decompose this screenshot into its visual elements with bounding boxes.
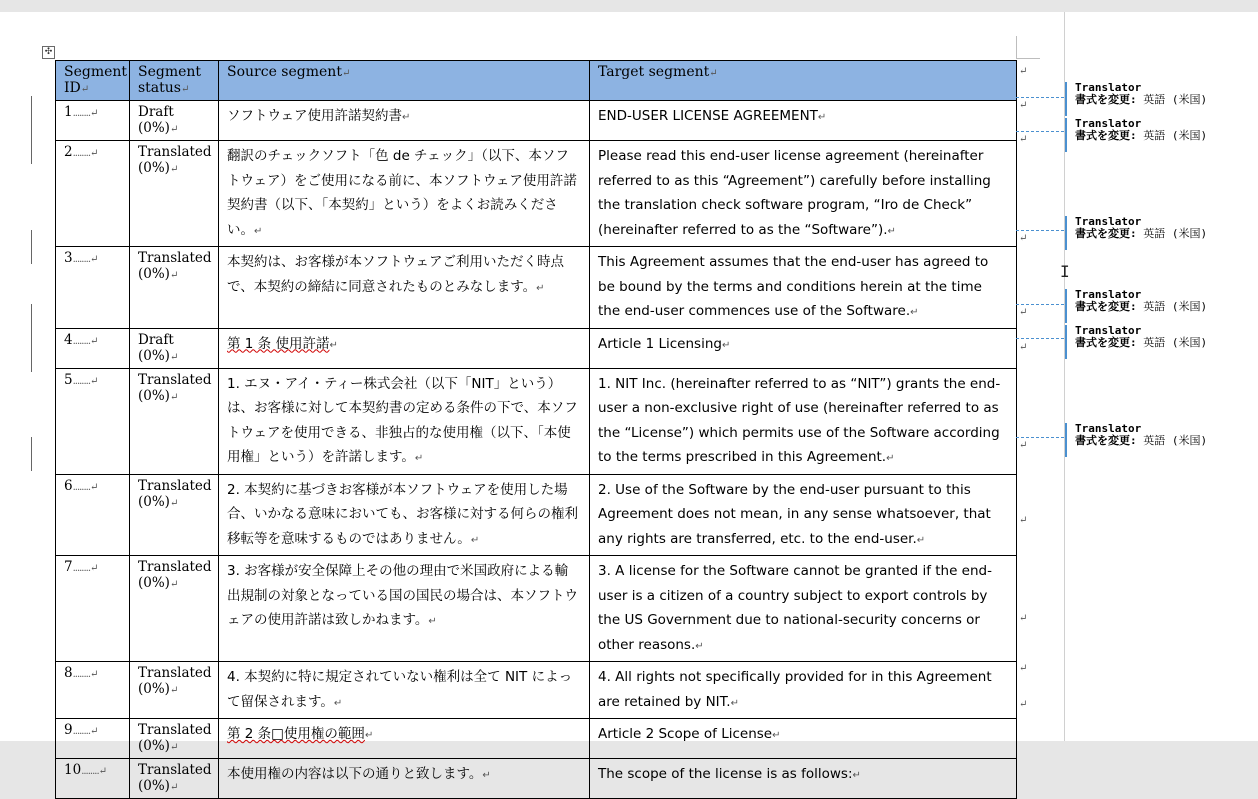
target-segment-cell[interactable]: END-USER LICENSE AGREEMENT↵: [590, 101, 1017, 141]
format-change-balloon[interactable]: Translator 書式を変更: 英語 (米国): [1065, 82, 1255, 116]
segment-status-cell[interactable]: Translated (0%)↵: [130, 474, 219, 556]
table-row: [56, 474, 1017, 556]
balloon-leader-line: [1016, 97, 1064, 98]
source-segment-cell[interactable]: 1. エヌ・アイ・ティー株式会社（以下「NIT」という）は、お客様に対して本契約書の定める条件の下で、本ソフトウェアを使用できる、非独占的な使用権（以下、「本使用権」という）を許諾します。↵: [219, 368, 590, 474]
source-segment-cell[interactable]: ソフトウェア使用許諾契約書↵: [219, 101, 590, 141]
format-change-balloon[interactable]: Translator 書式を変更: 英語 (米国): [1065, 325, 1255, 359]
segment-id-cell[interactable]: 3........↵: [56, 247, 130, 329]
target-segment-cell[interactable]: 2. Use of the Software by the end-user pursuant to this Agreement does not mean, in any sense whatsoever, that any rights are transferred, etc. to the end-user.↵: [590, 474, 1017, 556]
format-change-balloon[interactable]: Translator 書式を変更: 英語 (米国): [1065, 216, 1255, 250]
segment-id-cell[interactable]: 2........↵: [56, 141, 130, 247]
row-end-mark: ↵: [1019, 515, 1028, 526]
format-change-balloon[interactable]: Translator 書式を変更: 英語 (米国): [1065, 423, 1255, 457]
source-segment-cell[interactable]: 翻訳のチェックソフト「色 de チェック」（以下、本ソフトウェア）をご使用になる前に、本ソフトウェア使用許諾契約書（以下、「本契約」という）をよくお読みください。↵: [219, 141, 590, 247]
segment-id-cell[interactable]: 1........↵: [56, 101, 130, 141]
source-segment-cell[interactable]: 本使用権の内容は以下の通りと致します。↵: [219, 759, 590, 799]
segment-status-cell[interactable]: Translated (0%)↵: [130, 247, 219, 329]
row-end-mark: ↵: [1019, 440, 1028, 451]
target-segment-cell[interactable]: 3. A license for the Software cannot be granted if the end-user is a citizen of a country subject to export controls by the US Government due to national-security concerns or other reasons.↵: [590, 556, 1017, 662]
row-end-mark: ↵: [1019, 134, 1028, 145]
segment-id-cell[interactable]: 6........↵: [56, 474, 130, 556]
balloon-leader-line: [1016, 131, 1064, 132]
target-segment-cell[interactable]: 1. NIT Inc. (hereinafter referred to as “NIT”) grants the end-user a non-exclusive right of use (hereinafter referred to as the “License”) which permits use of the Software according to the terms prescribed in this Agreement.↵: [590, 368, 1017, 474]
format-change-balloon[interactable]: Translator 書式を変更: 英語 (米国): [1065, 118, 1255, 152]
balloon-leader-line: [1016, 304, 1064, 305]
target-segment-cell[interactable]: 4. All rights not specifically provided for in this Agreement are retained by NIT.↵: [590, 662, 1017, 719]
table-row: [56, 719, 1017, 759]
table-row: [56, 662, 1017, 719]
table-row: [56, 101, 1017, 141]
margin-corner-mark: [1016, 58, 1040, 59]
table-row: [56, 759, 1017, 799]
table-row: [56, 368, 1017, 474]
table-row: [56, 247, 1017, 329]
segment-status-cell[interactable]: Translated (0%)↵: [130, 141, 219, 247]
header-segment-status[interactable]: Segment status↵: [130, 61, 219, 101]
source-segment-cell[interactable]: 本契約は、お客様が本ソフトウェアご利用いただく時点で、本契約の締結に同意されたものとみなします。↵: [219, 247, 590, 329]
header-target-segment[interactable]: Target segment↵: [590, 61, 1017, 101]
table-row: [56, 556, 1017, 662]
segment-id-cell[interactable]: 5........↵: [56, 368, 130, 474]
margin-corner-mark: [1016, 36, 1017, 58]
source-segment-cell[interactable]: 第 1 条 使用許諾↵: [219, 328, 590, 368]
segment-status-cell[interactable]: Draft (0%)↵: [130, 101, 219, 141]
source-segment-cell[interactable]: 3. お客様が安全保障上その他の理由で米国政府による輸出規制の対象となっている国の国民の場合は、本ソフトウェアの使用許諾は致しかねます。↵: [219, 556, 590, 662]
change-bar: [31, 437, 32, 471]
row-end-mark: ↵: [1019, 342, 1028, 353]
segment-status-cell[interactable]: Draft (0%)↵: [130, 328, 219, 368]
row-end-mark: ↵: [1019, 66, 1028, 77]
row-end-mark: ↵: [1019, 663, 1028, 674]
segment-status-cell[interactable]: Translated (0%)↵: [130, 556, 219, 662]
table-row: [56, 141, 1017, 247]
text-cursor-icon: I: [1060, 262, 1070, 281]
segment-status-cell[interactable]: Translated (0%)↵: [130, 719, 219, 759]
table-row: [56, 328, 1017, 368]
source-segment-cell[interactable]: 2. 本契約に基づきお客様が本ソフトウェアを使用した場合、いかなる意味においても、お客様に対する何らの権利移転等を意味するものではありません。↵: [219, 474, 590, 556]
header-segment-id[interactable]: Segment ID↵: [56, 61, 130, 101]
row-end-mark: ↵: [1019, 613, 1028, 624]
target-segment-cell[interactable]: Article 2 Scope of License↵: [590, 719, 1017, 759]
segment-table[interactable]: [55, 60, 1017, 799]
target-segment-cell[interactable]: This Agreement assumes that the end-user has agreed to be bound by the terms and conditions herein at the time the end-user commences use of the Software.↵: [590, 247, 1017, 329]
table-header-row: [56, 61, 1017, 101]
source-segment-cell[interactable]: 第 2 条□使用権の範囲↵: [219, 719, 590, 759]
row-end-mark: ↵: [1019, 100, 1028, 111]
change-bar: [31, 230, 32, 264]
segment-status-cell[interactable]: Translated (0%)↵: [130, 759, 219, 799]
segment-id-cell[interactable]: 10........↵: [56, 759, 130, 799]
segment-id-cell[interactable]: 7........↵: [56, 556, 130, 662]
balloon-leader-line: [1016, 338, 1064, 339]
row-end-mark: ↵: [1019, 233, 1028, 244]
segment-id-cell[interactable]: 9........↵: [56, 719, 130, 759]
segment-status-cell[interactable]: Translated (0%)↵: [130, 368, 219, 474]
header-source-segment[interactable]: Source segment↵: [219, 61, 590, 101]
row-end-mark: ↵: [1019, 307, 1028, 318]
table-move-handle-icon[interactable]: ✣: [42, 46, 55, 59]
segment-id-cell[interactable]: 8........↵: [56, 662, 130, 719]
balloon-leader-line: [1016, 437, 1064, 438]
change-bar: [31, 96, 32, 164]
segment-id-cell[interactable]: 4........↵: [56, 328, 130, 368]
row-end-mark: ↵: [1019, 699, 1028, 710]
target-segment-cell[interactable]: The scope of the license is as follows:↵: [590, 759, 1017, 799]
source-segment-cell[interactable]: 4. 本契約に特に規定されていない権利は全て NIT によって留保されます。↵: [219, 662, 590, 719]
format-change-balloon[interactable]: Translator 書式を変更: 英語 (米国): [1065, 289, 1255, 323]
target-segment-cell[interactable]: Article 1 Licensing↵: [590, 328, 1017, 368]
target-segment-cell[interactable]: Please read this end-user license agreement (hereinafter referred to as this “Agreement”) carefully before installing the translation check software program, “Iro de Check” (hereinafter referred to as the “Software”).↵: [590, 141, 1017, 247]
change-bar: [31, 304, 32, 372]
balloon-leader-line: [1016, 230, 1064, 231]
segment-status-cell[interactable]: Translated (0%)↵: [130, 662, 219, 719]
